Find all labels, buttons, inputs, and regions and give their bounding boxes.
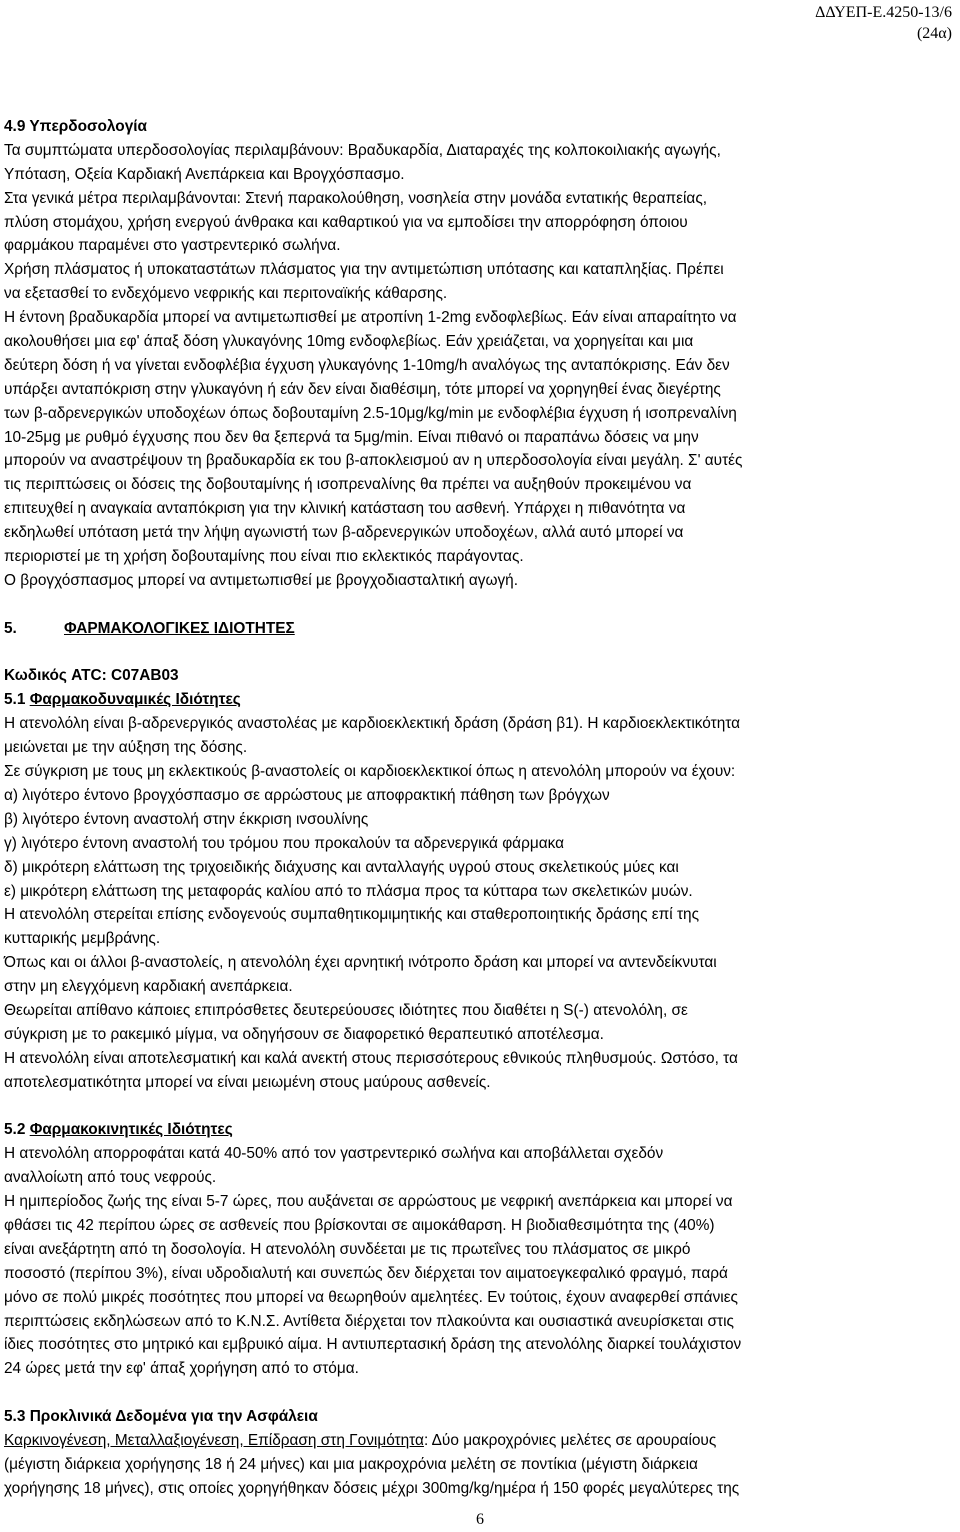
text-line: μειώνεται με την αύξηση της δόσης. (4, 739, 248, 757)
text-line: των β-αδρενεργικών υποδοχέων όπως δοβουταμίνη 2.5-10μg/kg/min με ενδοφλέβια έγχυση ή ισοπρεναλίνη (4, 404, 737, 422)
text-line: μόνο σε πολύ μικρές ποσότητες που μπορεί να θεωρηθούν αμελητέες. Εν τούτοις, έχουν αναφερθεί σπάνιες (4, 1288, 738, 1306)
document-code: ΔΔΥΕΠ-Ε.4250-13/6 (815, 4, 952, 21)
text-line: δεύτερη δόση ή να γίνεται ενδοφλέβια έγχυση γλυκαγόνης 1-10mg/h αναλόγως της ανταπόκρισης. Εάν δεν (4, 356, 730, 374)
atc-code: Κωδικός ATC: C07AB03 (4, 667, 179, 685)
text-line: φθάσει τις 42 περίπου ώρες σε ασθενείς που βρίσκονται σε αιμοκάθαρση. Η βιοδιαθεσιμότητα της (40%) (4, 1216, 715, 1234)
text-line: χορήγησης 18 μήνες), στις οποίες χορηγήθηκαν δόσεις μέχρι 300mg/kg/ημέρα ή 150 φορές μεγαλύτερες της (4, 1479, 740, 1497)
text-line: Η ατενολόλη είναι β-αδρενεργικός αναστολέας με καρδιοεκλεκτική δράση (δράση β1). Η καρδιοεκλεκτικότητα (4, 715, 741, 733)
text-line: Η ατενολόλη είναι αποτελεσματική και καλά ανεκτή στους περισσότερους εθνικούς πληθυσμούς. Ωστόσο, τα (4, 1049, 738, 1067)
text-line: β) λιγότερο έντονη αναστολή στην έκκριση ινσουλίνης (4, 810, 369, 828)
section-5-3-heading (4, 1405, 956, 1429)
text-line: 10-25μg με ρυθμό έγχυσης που δεν θα ξεπερνά τα 5μg/min. Είναι πιθανό οι παραπάνω δόσεις να μην (4, 428, 699, 446)
section-5-heading (4, 617, 956, 641)
section-5-3-lead-rest: : Δύο μακροχρόνιες μελέτες σε αρουραίους (423, 1431, 717, 1449)
text-line: περιπτώσεις εκδηλώσεων από το Κ.Ν.Σ. Αντίθετα διέρχεται τον πλακούντα και ουσιαστικά ανευρίσκεται στις (4, 1312, 734, 1330)
section-5-3-number: 5.3 (4, 1408, 26, 1426)
text-line: κυτταρικής μεμβράνης. (4, 930, 161, 948)
text-line: είναι ανεξάρτητη από τη δοσολογία. Η ατενολόλη συνδέεται με τις πρωτεΐνες του πλάσματος σε μικρό (4, 1240, 691, 1258)
text-line: (μέγιστη διάρκεια χορήγησης 18 ή 24 μήνες) και μια μακροχρόνια μελέτη σε ποντίκια (μέγιστη διάρκεια (4, 1455, 698, 1473)
section-5-3-body (4, 1453, 956, 1501)
text-line: αναλλοίωτη από τους νεφρούς. (4, 1169, 217, 1187)
section-5-1-body (4, 712, 956, 1094)
text-line: σύγκριση με το ρακεμικό μίγμα, να οδηγήσουν σε διαφορετικό θεραπευτικό αποτέλεσμα. (4, 1025, 604, 1043)
text-line: φαρμάκου παραμένει στο γαστρεντερικό σωλήνα. (4, 237, 341, 255)
text-line: Η ημιπερίοδος ζωής της είναι 5-7 ώρες, που αυξάνεται σε αρρώστους με νεφρική ανεπάρκεια και μπορεί να (4, 1193, 733, 1211)
text-line: μπορούν να αναστρέψουν τη βραδυκαρδία εκ του β-αποκλεισμού αν η υπερδοσολογία είναι μεγάλη. Σ' αυτές (4, 452, 743, 470)
text-line: Η έντονη βραδυκαρδία μπορεί να αντιμετωπισθεί με ατροπίνη 1-2mg ενδοφλεβίως. Εάν είναι απαραίτητο να (4, 309, 737, 327)
section-5-title: ΦΑΡΜΑΚΟΛΟΓΙΚΕΣ ΙΔΙΟΤΗΤΕΣ (64, 619, 295, 637)
section-5-1-title: Φαρμακοδυναμικές Ιδιότητες (29, 691, 241, 709)
text-line: Υπόταση, Οξεία Καρδιακή Ανεπάρκεια και Βρογχόσπασμο. (4, 165, 405, 183)
document-subcode: (24α) (916, 25, 952, 42)
text-line: 24 ώρες μετά την εφ' άπαξ χορήγηση από το στόμα. (4, 1360, 359, 1378)
text-line: ποσοστό (περίπου 3%), είναι υδροδιαλυτή και συνεπώς δεν διέρχεται τον αιματοεγκεφαλικό φραγμό, παρά (4, 1264, 728, 1282)
text-line: Τα συμπτώματα υπερδοσολογίας περιλαμβάνουν: Βραδυκαρδία, Διαταραχές της κολποκοιλιακής αγωγής, (4, 141, 721, 159)
text-line: πλύση στομάχου, χρήση ενεργού άνθρακα και καθαρτικού για να εμποδίσει την απορρόφηση όποιου (4, 213, 688, 231)
section-5-3-lead (4, 1429, 956, 1453)
text-line: αποτελεσματικότητα μπορεί να είναι μειωμένη στους μαύρους ασθενείς. (4, 1073, 491, 1091)
text-line: υπάρξει ανταπόκριση στην γλυκαγόνη ή εάν δεν είναι διαθέσιμη, τότε μπορεί να χορηγηθεί ένας διεγέρτης (4, 380, 721, 398)
section-4-9-title: 4.9 Υπερδοσολογία (4, 118, 148, 135)
text-line: ίδιες ποσότητες στο μητρικό και εμβρυικό αίμα. Η αντιυπερτασική δράση της ατενολόλης διαρκεί τουλάχιστον (4, 1336, 742, 1354)
section-4-9-body (4, 139, 956, 593)
section-5-2-title: Φαρμακοκινητικές Ιδιότητες (29, 1121, 233, 1139)
section-5-number: 5. (4, 619, 17, 637)
section-5-3-lead-underlined: Καρκινογένεση, Μεταλλαξιογένεση, Επίδραση στη Γονιμότητα (4, 1431, 424, 1449)
text-line: εκδηλωθεί υπόταση μετά την λήψη αγωνιστή των β-αδρενεργικών υποδοχέων, αλλά αυτό μπορεί να (4, 524, 684, 542)
text-line: ακολουθήσει μια εφ' άπαξ δόση γλυκαγόνης 10mg ενδοφλεβίως. Εάν χρειάζεται, να χορηγείται και μια (4, 333, 694, 351)
text-line: Ο βρογχόσπασμος μπορεί να αντιμετωπισθεί με βρογχοδιασταλτική αγωγή. (4, 571, 518, 589)
text-line: επιτευχθεί η αναγκαία ανταπόκριση για την κλινική κατάσταση του ασθενή. Υπάρχει η πιθανότητα να (4, 500, 686, 518)
page-number: 6 (476, 1511, 484, 1528)
section-5-2-body (4, 1142, 956, 1381)
text-line: Σε σύγκριση με τους μη εκλεκτικούς β-αναστολείς οι καρδιοεκλεκτικοί όπως η ατενολόλη μπορούν να έχουν: (4, 763, 736, 781)
text-line: α) λιγότερο έντονο βρογχόσπασμο σε αρρώστους με αποφρακτική πάθηση των βρόγχων (4, 786, 610, 804)
section-5-1-heading (4, 688, 956, 712)
text-line: Στα γενικά μέτρα περιλαμβάνονται: Στενή παρακολούθηση, νοσηλεία στην μονάδα εντατικής θεραπείας, (4, 189, 708, 207)
text-line: ε) μικρότερη ελάττωση της μεταφοράς καλίου από το πλάσμα προς τα κύτταρα των σκελετικών μυών. (4, 882, 693, 900)
section-5-3-title: Προκλινικά Δεδομένα για την Ασφάλεια (29, 1408, 318, 1426)
section-5-2-heading (4, 1118, 956, 1142)
text-line: Η ατενολόλη απορροφάται κατά 40-50% από τον γαστρεντερικό σωλήνα και αποβάλλεται σχεδόν (4, 1145, 664, 1163)
document-header (815, 2, 952, 44)
text-line: περιοριστεί με τη χρήση δοβουταμίνης που είναι πιο εκλεκτικός παράγοντας. (4, 548, 524, 566)
document-body (4, 115, 956, 1501)
section-5-2-number: 5.2 (4, 1121, 26, 1139)
text-line: Θεωρείται απίθανο κάποιες επιπρόσθετες δευτερεύουσες ιδιότητες που διαθέτει η S(-) ατενολόλη, σε (4, 1001, 688, 1019)
text-line: γ) λιγότερο έντονη αναστολή του τρόμου που προκαλούν τα αδρενεργικά φάρμακα (4, 834, 564, 852)
section-5-1-number: 5.1 (4, 691, 26, 709)
text-line: να εξετασθεί το ενδεχόμενο νεφρικής και περιτοναϊκής κάθαρσης. (4, 285, 448, 303)
text-line: Όπως και οι άλλοι β-αναστολείς, η ατενολόλη έχει αρνητική ινότροπο δράση και μπορεί να αντενδείκνυται (4, 954, 717, 972)
text-line: Η ατενολόλη στερείται επίσης ενδογενούς συμπαθητικομιμητικής και σταθεροποιητικής δράσης επί της (4, 906, 700, 924)
text-line: Χρήση πλάσματος ή υποκαταστάτων πλάσματος για την αντιμετώπιση υπότασης και καταπληξίας. Πρέπει (4, 261, 724, 279)
text-line: δ) μικρότερη ελάττωση της τριχοειδικής διάχυσης και ανταλλαγής υγρού στους σκελετικούς μύες και (4, 858, 679, 876)
text-line: στην μη ελεγχόμενη καρδιακή ανεπάρκεια. (4, 978, 293, 996)
text-line: τις περιπτώσεις οι δόσεις της δοβουταμίνης ή ισοπρεναλίνης θα πρέπει να αυξηθούν προκειμένου να (4, 476, 692, 494)
